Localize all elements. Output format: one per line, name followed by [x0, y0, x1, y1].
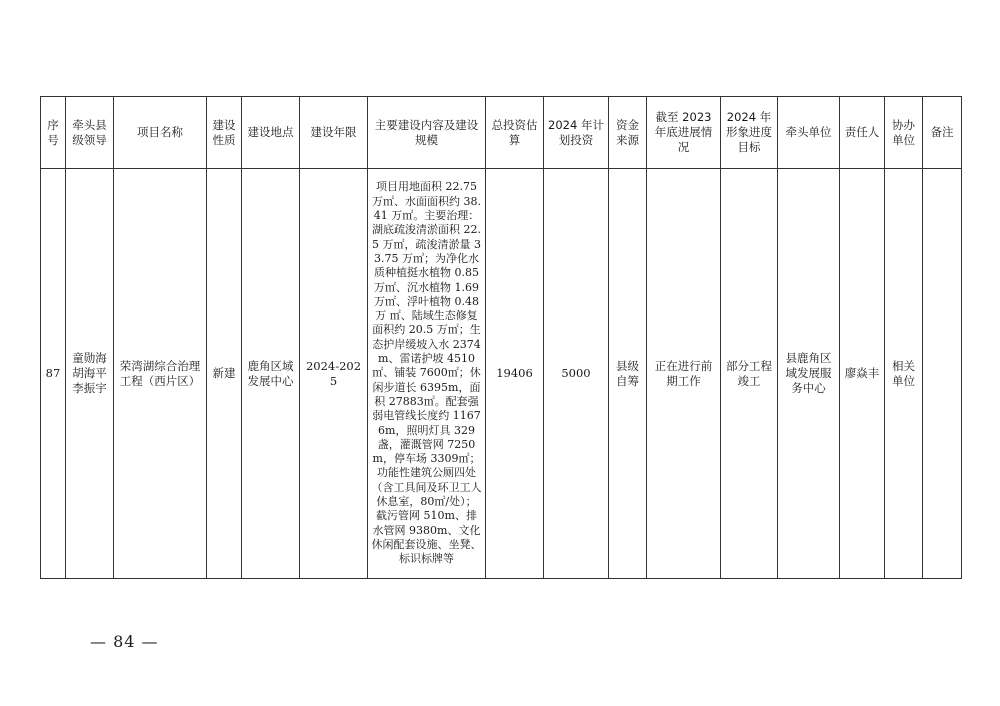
cell-unit: 县鹿角区域发展服务中心: [778, 169, 840, 579]
project-table: [40, 96, 962, 579]
cell-content: 项目用地面积 22.75 万㎡、水面面积约 38.41 万㎡。主要治理：湖底疏浚清淤面积 22.5 万㎡，疏浚清淤量 33.75 万㎥；为净化水质种植挺水植物 0.85 万㎡、沉水植物 1.69 万㎡、浮叶植物 0.48 万 ㎡、陆域生态修复面积约 20.5 万㎡；生态护岸缓坡入水 2374m、雷诺护坡 4510㎡、铺装 7600㎡；休闲步道长 6395m，面积 27883㎡。配套强弱电管线长度约 11676m，照明灯具 329 盏，灌溉管网 7250m，停车场 3309㎡；功能性建筑公厕四处（含工具间及环卫工人休息室，80㎡/处）；截污管网 510m、排水管网 9380m、文化休闲配套设施、坐凳、标识标牌等: [368, 169, 486, 579]
header-name: 项目名称: [114, 97, 207, 169]
cell-leader: 童勋海胡海平李振宇: [66, 169, 114, 579]
header-nature: 建设性质: [207, 97, 242, 169]
header-total: 总投资估算: [486, 97, 544, 169]
header-plan2024: 2024 年计划投资: [544, 97, 609, 169]
table-header-row: [41, 97, 962, 169]
cell-name: 荣湾湖综合治理工程（西片区）: [114, 169, 207, 579]
cell-progress2023: 正在进行前期工作: [647, 169, 721, 579]
header-funding: 资金来源: [609, 97, 647, 169]
cell-plan2024: 5000: [544, 169, 609, 579]
header-location: 建设地点: [242, 97, 300, 169]
cell-seq: 87: [41, 169, 66, 579]
cell-goal2024: 部分工程竣工: [721, 169, 778, 579]
header-assist: 协办单位: [885, 97, 923, 169]
header-period: 建设年限: [300, 97, 368, 169]
header-person: 责任人: [840, 97, 885, 169]
cell-period: 2024-2025: [300, 169, 368, 579]
cell-total: 19406: [486, 169, 544, 579]
header-unit: 牵头单位: [778, 97, 840, 169]
table-row: [41, 169, 962, 579]
header-remark: 备注: [923, 97, 962, 169]
header-content: 主要建设内容及建设规模: [368, 97, 486, 169]
cell-nature: 新建: [207, 169, 242, 579]
header-seq: 序号: [41, 97, 66, 169]
header-progress2023: 截至 2023 年底进展情况: [647, 97, 721, 169]
cell-assist: 相关单位: [885, 169, 923, 579]
header-leader: 牵头县级领导: [66, 97, 114, 169]
cell-location: 鹿角区域发展中心: [242, 169, 300, 579]
cell-remark: [923, 169, 962, 579]
page-number: — 84 —: [90, 632, 159, 651]
header-goal2024: 2024 年形象进度目标: [721, 97, 778, 169]
cell-funding: 县级自筹: [609, 169, 647, 579]
cell-person: 廖焱丰: [840, 169, 885, 579]
project-table-container: [40, 96, 962, 579]
